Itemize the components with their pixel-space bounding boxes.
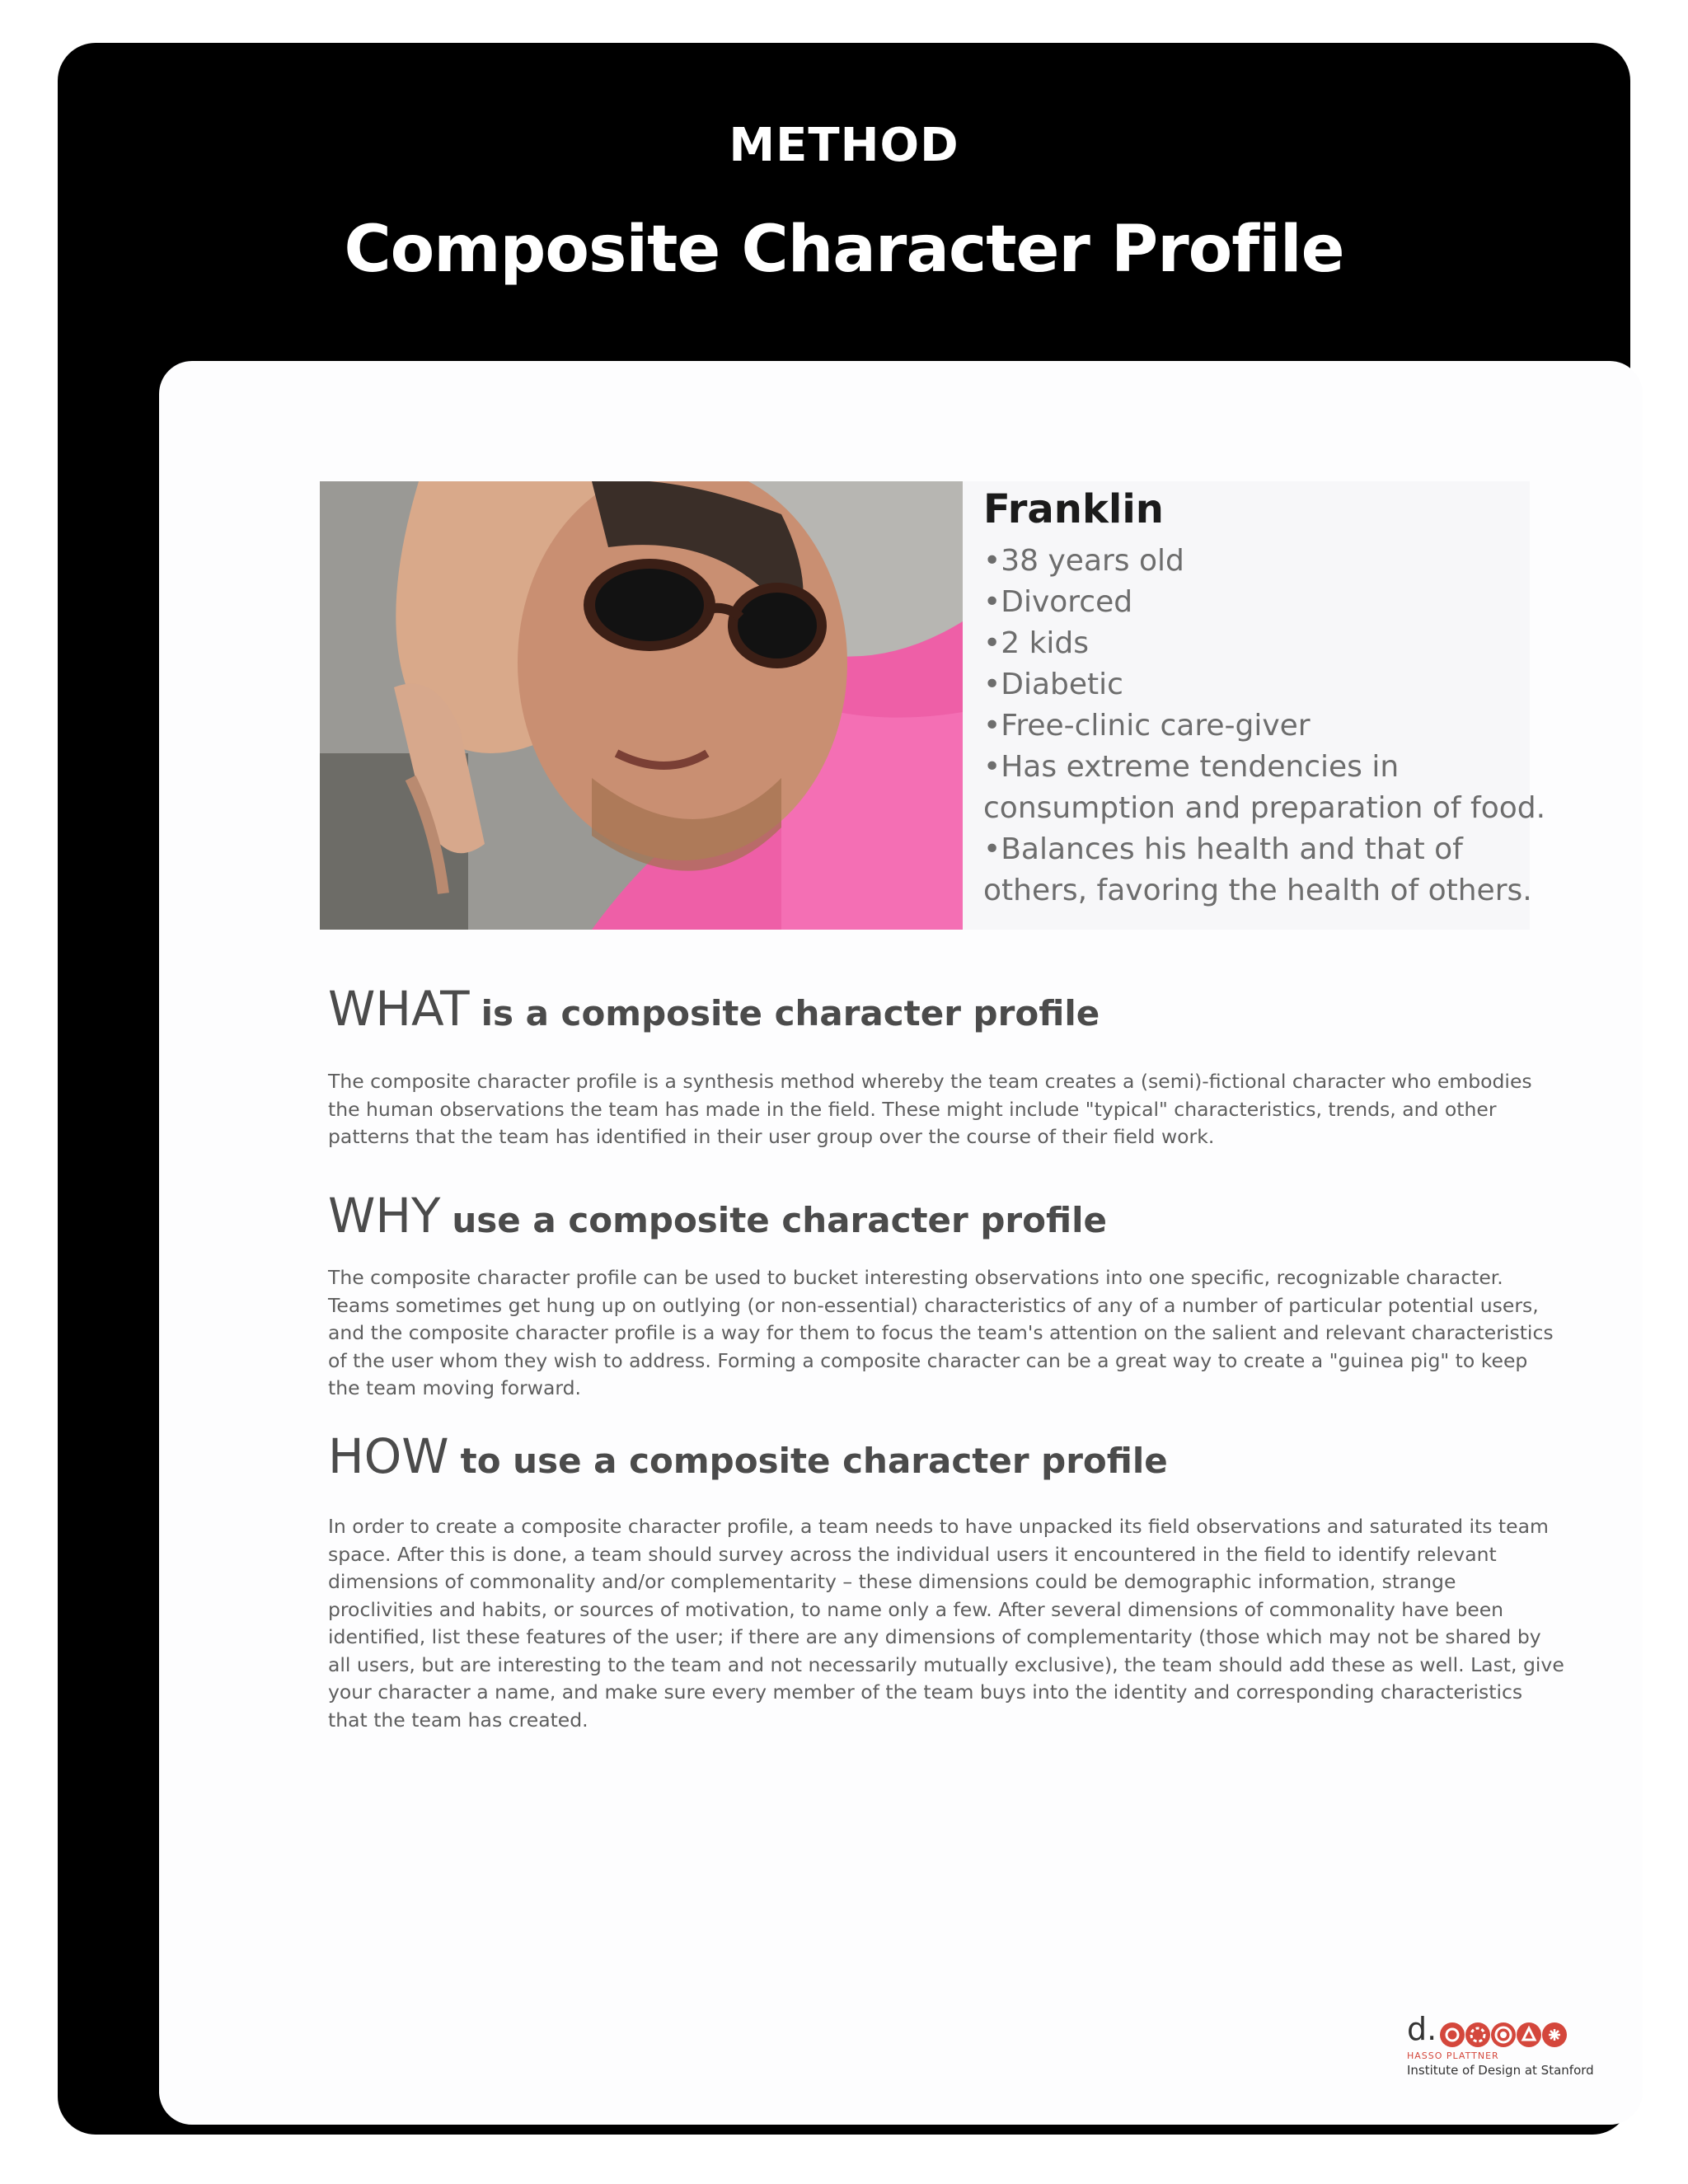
how-heading-lead: HOW <box>328 1428 449 1484</box>
dschool-circles-icon <box>1438 2021 1567 2049</box>
why-heading <box>328 1188 1107 1244</box>
profile-attribute: •Has extreme tendencies in <box>983 750 1400 784</box>
profile-attribute: •Free-clinic care-giver <box>983 709 1311 743</box>
profile-name: Franklin <box>983 486 1164 532</box>
profile-attribute: •Diabetic <box>983 668 1123 701</box>
profile-attribute: •38 years old <box>983 544 1184 578</box>
what-heading-lead: WHAT <box>328 981 470 1037</box>
content-panel <box>159 361 1643 2125</box>
profile-attribute: consumption and preparation of food. <box>983 791 1546 825</box>
logo-line-1: HASSO PLATTNER <box>1407 2050 1499 2061</box>
profile-attribute: •Divorced <box>983 585 1133 619</box>
logo-mark: d. <box>1407 2011 1437 2047</box>
how-heading-rest: to use a composite character profile <box>460 1441 1168 1481</box>
profile-attribute: •2 kids <box>983 626 1090 660</box>
logo-line-2: Institute of Design at Stanford <box>1407 2063 1594 2078</box>
profile-attribute: others, favoring the health of others. <box>983 874 1532 907</box>
portrait-photo <box>320 481 963 930</box>
how-heading <box>328 1428 1168 1484</box>
how-body: In order to create a composite character profile, a team needs to have unpacked its field observations and saturated its team space. After this is done, a team should survey across the individual users it encountered in the field to identify relevant dimensions of commonality and/or complementarity – these dimensions could be demographic information, strange proclivities and habits, or sources of motivation, to name only a few. After several dimensions of commonality have been identified, list these features of the user; if there are any dimensions of complementarity (those which may not be shared by all users, but are interesting to the team and not necessarily mutually exclusive), the team should add these as well. Last, give your character a name, and make sure every member of the team buys into the identity and corresponding characteristics that the team has created. <box>328 1515 1564 1732</box>
dschool-logo <box>1407 2011 1605 2082</box>
page-title: Composite Character Profile <box>344 213 1344 287</box>
page-frame <box>58 43 1630 2135</box>
profile-attributes <box>983 541 1560 912</box>
why-heading-lead: WHY <box>328 1188 441 1244</box>
why-heading-rest: use a composite character profile <box>452 1200 1108 1240</box>
why-body: The composite character profile can be used to bucket interesting observations into one specific, recognizable character. Teams sometimes get hung up on outlying (or non-essential) characteristics of any of a number of particular potential users, and the composite character profile is a way for them to focus the team's attention on the salient and relevant characteristics of the user whom they wish to address. Forming a composite character can be a great way to create a "guinea pig" to keep the team moving forward. <box>328 1266 1554 1399</box>
profile-attribute: •Balances his health and that of <box>983 832 1463 866</box>
what-body: The composite character profile is a synthesis method whereby the team creates a (semi)-fictional character who embodies the human observations the team has made in the field. These might include "typical" characteristics, trends, and other patterns that the team has identified in their user group over the course of their field work. <box>328 1070 1532 1148</box>
method-kicker: METHOD <box>729 119 959 172</box>
what-heading <box>328 981 1100 1037</box>
what-heading-rest: is a composite character profile <box>481 993 1100 1033</box>
